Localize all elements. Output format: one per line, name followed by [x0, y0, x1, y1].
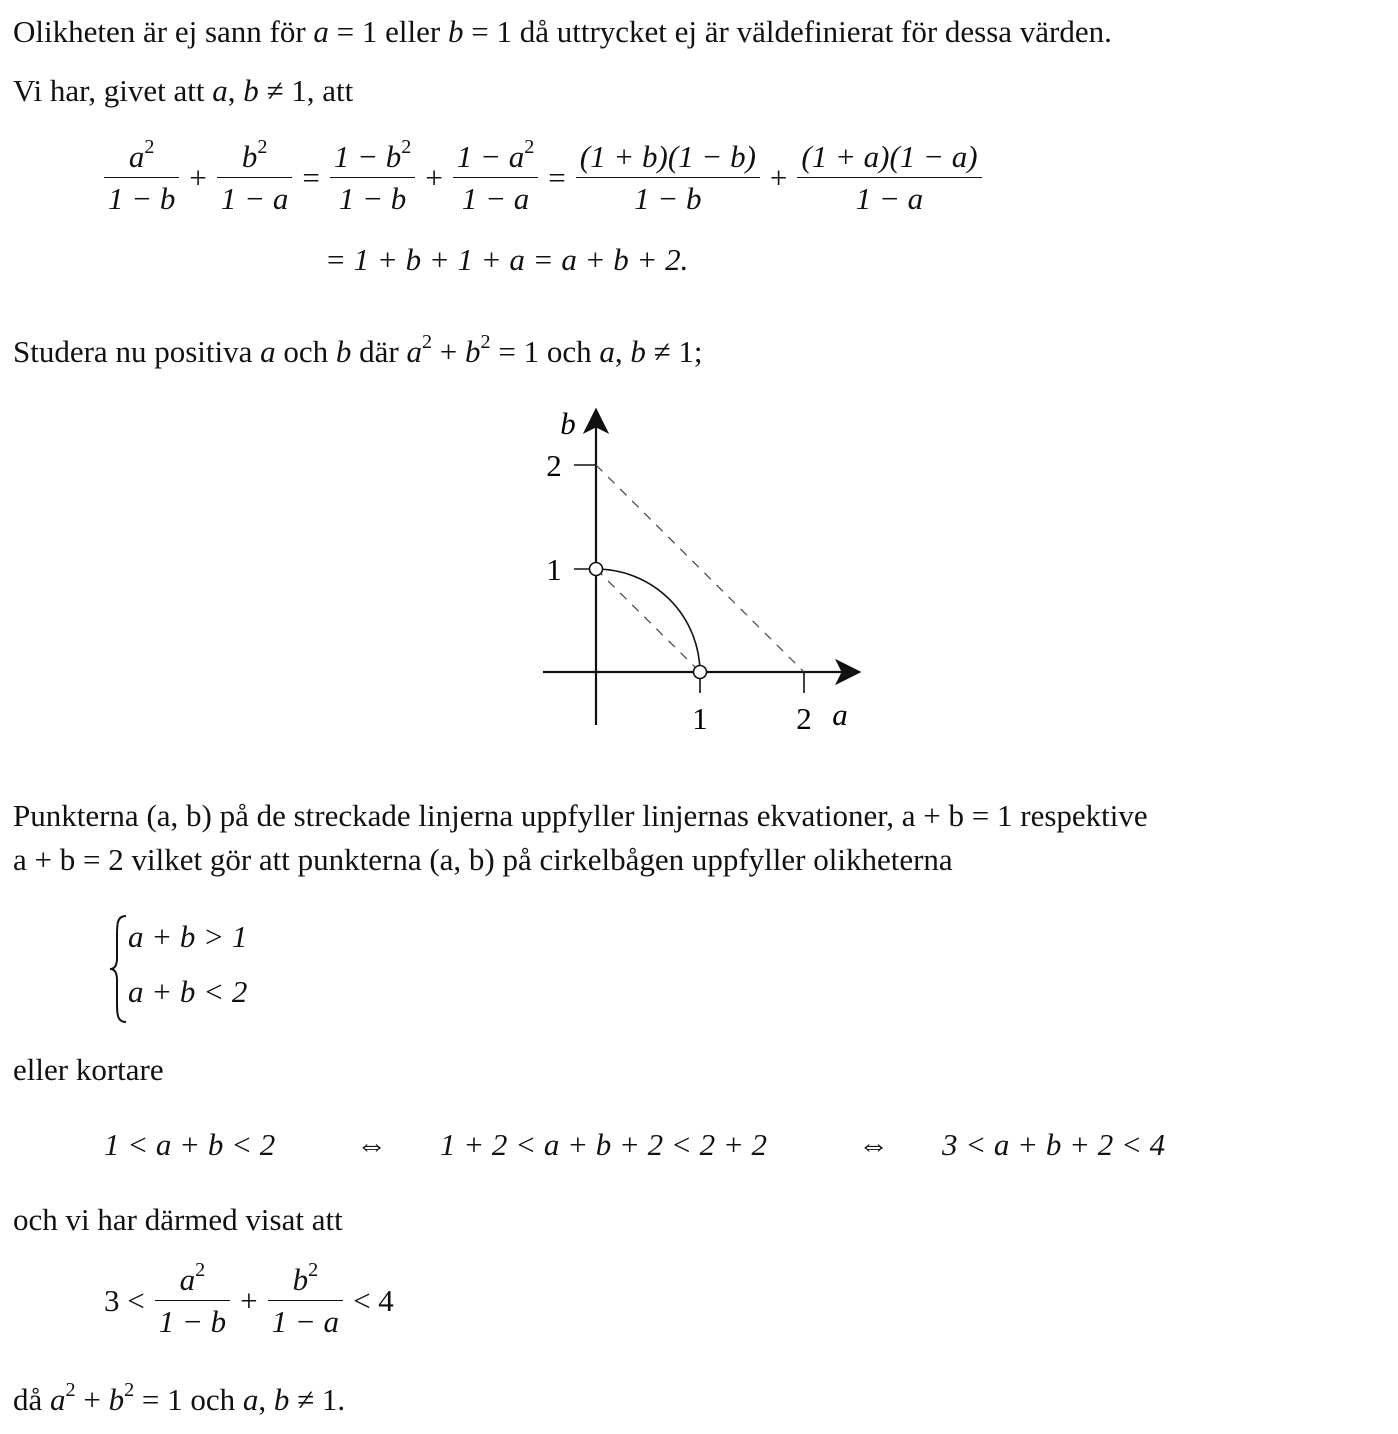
chain-part-3: 3 < a + b + 2 < 4: [942, 1127, 1166, 1162]
fraction-a2-over-1mb: $\frac{a^2}{1 - b}$: [155, 1261, 230, 1340]
text: Vi har, givet att: [13, 73, 213, 108]
iff-symbol-1: ⇔: [356, 1127, 387, 1162]
dashed-lines-explanation-line-2: a + b = 2 vilket gör att punkterna (a, b) på cirkelbågen uppfyller olikheterna: [13, 842, 953, 877]
fraction-a2-over-1mb: $\frac{a^2}{1 - b}$: [104, 138, 179, 217]
upper-bound: < 4: [353, 1283, 394, 1319]
fraction-b2-over-1ma: $\frac{b^2}{1 - a}$: [268, 1261, 343, 1340]
var-a: a: [212, 73, 228, 108]
equation-result-line: = 1 + b + 1 + a = a + b + 2.: [325, 242, 689, 277]
fraction-1ma2-over-1ma: $\frac{1 - a^2}{1 - a}$: [453, 138, 539, 217]
given-sentence: [13, 72, 353, 109]
text: = 1 eller: [328, 14, 448, 49]
var-a: a: [313, 14, 329, 49]
b-tick-label-2: 2: [546, 448, 562, 483]
open-point-0-1: [590, 563, 603, 576]
open-point-1-0: [694, 666, 707, 679]
dashed-lines-explanation-line-1: Punkterna (a, b) på de streckade linjerna uppfyller linjernas ekvationer, a + b = 1 respektive: [13, 798, 1148, 833]
dashed-line-a-plus-b-2: [596, 465, 804, 672]
plus-sign: +: [425, 160, 443, 196]
text: Olikheten är ej sann för: [13, 14, 314, 49]
inequality-row-2: a + b < 2: [128, 974, 248, 1009]
iff-symbol-2: ⇔: [858, 1127, 889, 1162]
final-inequality: [104, 1258, 404, 1340]
fraction-factored-a: $\frac{(1 + a)(1 - a)}{1 - a}$: [797, 138, 981, 217]
text: ,: [227, 73, 244, 108]
b-axis-label: b: [560, 406, 576, 441]
study-sentence: Studera nu positiva a och b där $a^2 + b^2 = 1$ och a, b ≠ 1;: [13, 330, 703, 369]
plus-sign: +: [189, 160, 207, 196]
a-tick-label-1: 1: [692, 701, 708, 736]
intro-sentence: [13, 13, 1112, 50]
equals-sign: =: [302, 160, 320, 196]
fraction-1mb2-over-1mb: $\frac{1 - b^2}{1 - b}$: [330, 138, 416, 217]
var-b: b: [243, 73, 259, 108]
a-tick-label-2: 2: [796, 701, 812, 736]
final-condition: då $a^2 + b^2 = 1$ och a, b ≠ 1.: [13, 1378, 346, 1417]
fraction-factored-b: $\frac{(1 + b)(1 - b)}{1 - b}$: [576, 138, 760, 217]
left-brace: [108, 914, 130, 1024]
chain-part-2: 1 + 2 < a + b + 2 < 2 + 2: [440, 1127, 768, 1162]
b-tick-label-1: 1: [546, 552, 562, 587]
equation-simplification: [104, 135, 982, 217]
chain-part-1: 1 < a + b < 2: [104, 1127, 276, 1162]
shorter-form-text: eller kortare: [13, 1052, 164, 1087]
dashed-line-a-plus-b-1: [596, 569, 700, 672]
a-axis-label: a: [832, 697, 848, 732]
var-b: b: [447, 14, 464, 49]
fraction-b2-over-1ma: $\frac{b^2}{1 - a}$: [217, 138, 292, 217]
lower-bound: 3 <: [104, 1283, 145, 1319]
equals-sign: =: [548, 160, 566, 196]
plus-sign: +: [240, 1283, 258, 1319]
plus-sign: +: [769, 160, 788, 196]
unit-circle-figure: [500, 395, 880, 755]
text: = 1 då uttrycket ej är väldefinierat för dessa värden.: [463, 14, 1112, 49]
conclusion-intro-text: och vi har därmed visat att: [13, 1202, 343, 1237]
text: ≠ 1, att: [258, 73, 354, 108]
inequality-row-1: a + b > 1: [128, 919, 248, 954]
